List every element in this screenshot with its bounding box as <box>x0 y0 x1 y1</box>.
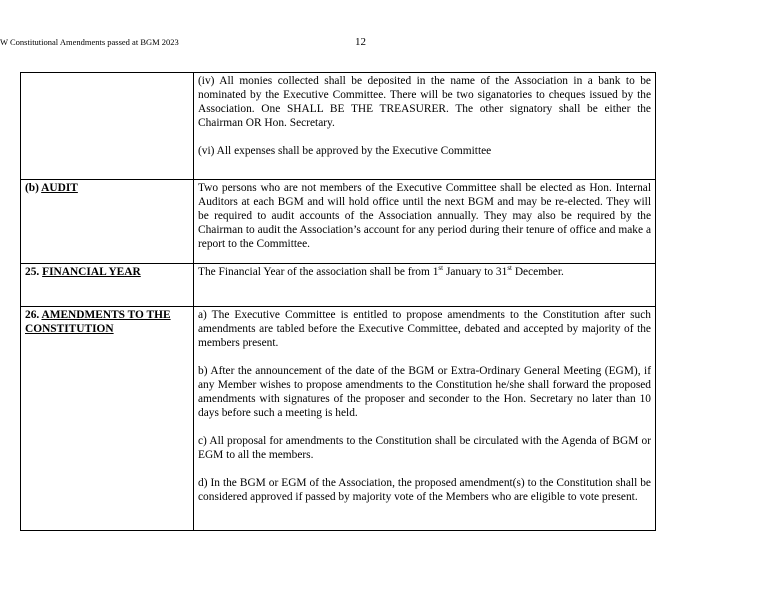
section-number: (b) <box>25 182 39 194</box>
row-content-cell <box>194 180 656 264</box>
row-content-cell <box>194 73 656 180</box>
row-heading-cell <box>21 180 194 264</box>
row-heading-cell <box>21 307 194 531</box>
section-number: 25. <box>25 266 40 278</box>
section-title: FINANCIAL YEAR <box>42 266 141 278</box>
row-content-cell <box>194 264 656 307</box>
section-title: AMENDMENTS TO THE CONSTITUTION <box>25 309 171 335</box>
running-header: W Constitutional Amendments passed at BGM 2023 <box>0 37 179 47</box>
amendment-clause-a: a) The Executive Committee is entitled to propose amendments to the Constitution after such amendments are tabled before the Executive Committee, debated and accepted by majority of the members present. <box>198 309 651 349</box>
row-heading-cell <box>21 73 194 180</box>
row-heading-cell <box>21 264 194 307</box>
section-number: 26. <box>25 309 40 321</box>
row-content-cell <box>194 307 656 531</box>
financial-year-text: The Financial Year of the association shall be from 1st January to 31st December. <box>198 264 564 278</box>
section-title: AUDIT <box>41 182 78 194</box>
table-row <box>21 307 656 531</box>
amendment-clause-c: c) All proposal for amendments to the Constitution shall be circulated with the Agenda of BGM or EGM to all the members. <box>198 435 651 461</box>
audit-text: Two persons who are not members of the Executive Committee shall be elected as Hon. Internal Auditors at each BGM and will hold office until the next BGM and may be re-elected. They will be required to audit accounts of the Association annually. They may also be required by the Chairman to audit the Association’s account for any period during their tenure of office and make a report to the Committee. <box>198 182 651 250</box>
table-row <box>21 180 656 264</box>
page-number: 12 <box>355 36 366 48</box>
constitution-table <box>20 72 656 531</box>
table-row <box>21 264 656 307</box>
amendment-clause-d: d) In the BGM or EGM of the Association, the proposed amendment(s) to the Constitution shall be considered approved if passed by majority vote of the Members who are eligible to vote present. <box>198 477 651 503</box>
clause-iv-text: (iv) All monies collected shall be deposited in the name of the Association in a bank to be nominated by the Executive Committee. There will be two siganatories to cheques issued by the Association. One SHALL BE THE TREASURER. The other signatory shall be either the Chairman OR Hon. Secretary. <box>198 75 651 129</box>
clause-vi-text: (vi) All expenses shall be approved by the Executive Committee <box>198 145 492 157</box>
amendment-clause-b: b) After the announcement of the date of the BGM or Extra-Ordinary General Meeting (EGM), if any Member wishes to propose amendments to the Constitution he/she shall forward the proposed amendments with signatures of the proposer and seconder to the Hon. Secretary no later than 10 days before such a meeting is held. <box>198 365 651 419</box>
table-row <box>21 73 656 180</box>
